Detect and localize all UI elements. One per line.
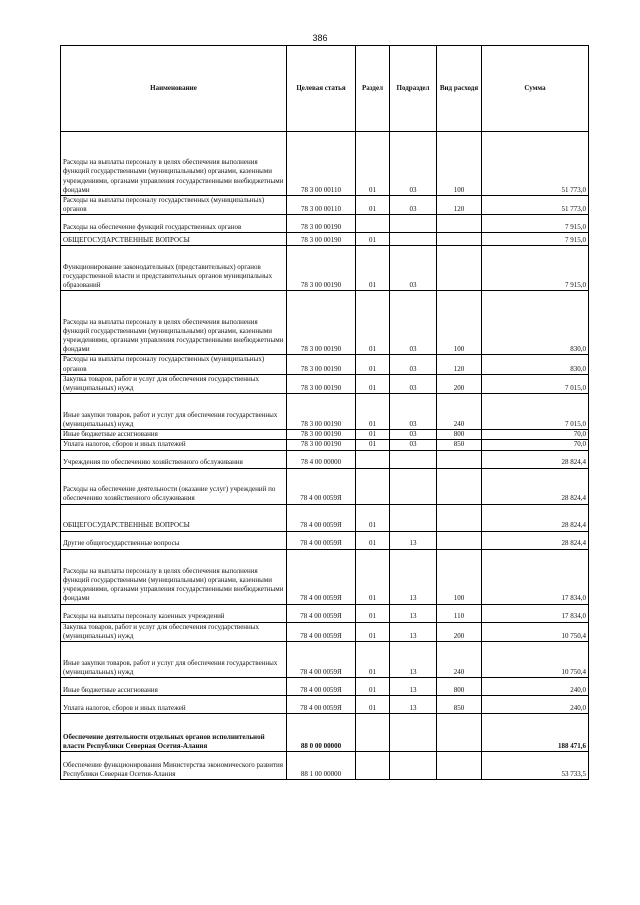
row-sum-cell: 28 824,4 [482, 450, 589, 468]
header-section: Раздел [356, 46, 390, 132]
row-subsection-cell: 13 [390, 531, 437, 549]
table-row [61, 430, 589, 440]
row-section-cell: 01 [356, 394, 390, 430]
row-section-cell: 01 [356, 531, 390, 549]
row-code-cell: 78 4 00 0059Я [287, 504, 356, 531]
page-number: 386 [312, 33, 328, 43]
row-type-cell: 120 [437, 196, 482, 215]
row-subsection-cell [390, 714, 437, 752]
table-row [61, 752, 589, 780]
row-section-cell: 01 [356, 355, 390, 374]
row-section-cell [356, 215, 390, 233]
row-subsection-cell: 03 [390, 246, 437, 291]
row-sum-cell: 51 773,0 [482, 132, 589, 196]
row-sum-cell: 830,0 [482, 291, 589, 355]
row-subsection-cell [390, 215, 437, 233]
row-sum-cell: 240,0 [482, 696, 589, 714]
row-sum-cell: 17 834,0 [482, 604, 589, 622]
row-code-cell: 78 4 00 0059Я [287, 696, 356, 714]
row-sum-cell: 17 834,0 [482, 549, 589, 604]
row-section-cell: 01 [356, 678, 390, 696]
row-type-cell: 200 [437, 374, 482, 393]
row-subsection-cell: 13 [390, 622, 437, 641]
header-name: Наименование [61, 46, 287, 132]
row-code-cell: 78 3 00 00110 [287, 196, 356, 215]
row-subsection-cell: 13 [390, 696, 437, 714]
row-section-cell [356, 714, 390, 752]
table-row [61, 696, 589, 714]
row-sum-cell: 7 015,0 [482, 374, 589, 393]
row-name-cell: Расходы на обеспечение функций государственных органов [61, 215, 287, 233]
row-code-cell: 78 4 00 0059Я [287, 678, 356, 696]
row-type-cell [437, 468, 482, 504]
row-code-cell: 78 3 00 00110 [287, 132, 356, 196]
row-code-cell: 78 3 00 00190 [287, 394, 356, 430]
row-type-cell [437, 233, 482, 246]
row-type-cell: 240 [437, 394, 482, 430]
row-name-cell: Закупка товаров, работ и услуг для обеспечения государственных (муниципальных) нужд [61, 374, 287, 393]
row-sum-cell: 28 824,4 [482, 468, 589, 504]
row-type-cell: 120 [437, 355, 482, 374]
row-name-cell: Уплата налогов, сборов и иных платежей [61, 440, 287, 450]
row-section-cell: 01 [356, 132, 390, 196]
row-code-cell: 78 4 00 0059Я [287, 642, 356, 678]
row-subsection-cell: 03 [390, 132, 437, 196]
row-code-cell: 88 0 00 00000 [287, 714, 356, 752]
row-type-cell: 100 [437, 549, 482, 604]
row-section-cell: 01 [356, 374, 390, 393]
row-code-cell: 88 1 00 00000 [287, 752, 356, 780]
row-code-cell: 78 4 00 0059Я [287, 468, 356, 504]
row-sum-cell: 70,0 [482, 440, 589, 450]
table-row [61, 132, 589, 196]
row-code-cell: 78 4 00 0059Я [287, 549, 356, 604]
row-type-cell [437, 531, 482, 549]
row-type-cell: 110 [437, 604, 482, 622]
header-expense-type: Вид расходя [437, 46, 482, 132]
table-row [61, 531, 589, 549]
row-sum-cell: 10 750,4 [482, 642, 589, 678]
row-subsection-cell: 13 [390, 642, 437, 678]
table-row [61, 440, 589, 450]
row-sum-cell: 28 824,4 [482, 504, 589, 531]
table-row [61, 642, 589, 678]
table-row [61, 355, 589, 374]
header-sum: Сумма [482, 46, 589, 132]
row-code-cell: 78 4 00 00000 [287, 450, 356, 468]
row-sum-cell: 70,0 [482, 430, 589, 440]
table-header-row [61, 46, 589, 132]
row-subsection-cell [390, 468, 437, 504]
table-row [61, 549, 589, 604]
row-name-cell: Расходы на выплаты персоналу в целях обеспечения выполнения функций государственными (муниципальными) органами, казенными учреждениями, органами управления государственными внебюджетными фондами [61, 132, 287, 196]
row-subsection-cell: 13 [390, 604, 437, 622]
row-subsection-cell: 03 [390, 374, 437, 393]
row-subsection-cell [390, 504, 437, 531]
row-code-cell: 78 3 00 00190 [287, 440, 356, 450]
row-section-cell: 01 [356, 696, 390, 714]
table-row [61, 215, 589, 233]
row-code-cell: 78 4 00 0059Я [287, 622, 356, 641]
row-section-cell: 01 [356, 430, 390, 440]
row-subsection-cell: 03 [390, 196, 437, 215]
row-type-cell [437, 752, 482, 780]
row-section-cell [356, 450, 390, 468]
table-row [61, 604, 589, 622]
row-name-cell: Расходы на обеспечение деятельности (оказание услуг) учреждений по обеспечению хозяйственного обслуживания [61, 468, 287, 504]
row-section-cell: 01 [356, 440, 390, 450]
row-section-cell: 01 [356, 233, 390, 246]
row-type-cell: 200 [437, 622, 482, 641]
table-row [61, 622, 589, 641]
row-sum-cell: 830,0 [482, 355, 589, 374]
row-code-cell: 78 3 00 00190 [287, 374, 356, 393]
row-name-cell: Расходы на выплаты персоналу государственных (муниципальных) органов [61, 355, 287, 374]
row-subsection-cell [390, 752, 437, 780]
row-name-cell: Расходы на выплаты персоналу в целях обеспечения выполнения функций государственными (муниципальными) органами, казенными учреждениями, органами управления государственными внебюджетными фондами [61, 549, 287, 604]
row-type-cell: 800 [437, 678, 482, 696]
table-row [61, 714, 589, 752]
row-name-cell: Расходы на выплаты персоналу казенных учреждений [61, 604, 287, 622]
row-name-cell: Иные закупки товаров, работ и услуг для обеспечения государственных (муниципальных) нужд [61, 394, 287, 430]
row-subsection-cell [390, 233, 437, 246]
row-code-cell: 78 3 00 00190 [287, 233, 356, 246]
row-name-cell: Учреждения по обеспечению хозяйственного обслуживания [61, 450, 287, 468]
row-subsection-cell: 13 [390, 678, 437, 696]
row-code-cell: 78 3 00 00190 [287, 215, 356, 233]
row-section-cell: 01 [356, 642, 390, 678]
row-section-cell [356, 752, 390, 780]
row-name-cell: Иные бюджетные ассигнования [61, 430, 287, 440]
table-row [61, 233, 589, 246]
row-sum-cell: 7 915,0 [482, 215, 589, 233]
row-sum-cell: 51 773,0 [482, 196, 589, 215]
row-type-cell: 240 [437, 642, 482, 678]
row-code-cell: 78 3 00 00190 [287, 355, 356, 374]
row-subsection-cell: 03 [390, 394, 437, 430]
row-section-cell [356, 468, 390, 504]
row-name-cell: Расходы на выплаты персоналу государственных (муниципальных) органов [61, 196, 287, 215]
table-row [61, 468, 589, 504]
table-row [61, 291, 589, 355]
row-type-cell: 850 [437, 696, 482, 714]
row-subsection-cell: 03 [390, 355, 437, 374]
row-section-cell: 01 [356, 549, 390, 604]
table-row [61, 196, 589, 215]
header-code: Целевая статья [287, 46, 356, 132]
row-name-cell: Обеспечение деятельности отдельных органов исполнительной власти Республики Северная Осетия-Алания [61, 714, 287, 752]
row-name-cell: Иные бюджетные ассигнования [61, 678, 287, 696]
row-name-cell: Другие общегосударственные вопросы [61, 531, 287, 549]
row-section-cell: 01 [356, 622, 390, 641]
row-sum-cell: 10 750,4 [482, 622, 589, 641]
row-name-cell: Функционирование законодательных (представительных) органов государственной власти и представительных органов муниципальных образований [61, 246, 287, 291]
row-name-cell: Закупка товаров, работ и услуг для обеспечения государственных (муниципальных) нужд [61, 622, 287, 641]
row-type-cell: 100 [437, 291, 482, 355]
row-name-cell: ОБЩЕГОСУДАРСТВЕННЫЕ ВОПРОСЫ [61, 233, 287, 246]
row-type-cell: 800 [437, 430, 482, 440]
table-row [61, 374, 589, 393]
row-name-cell: Расходы на выплаты персоналу в целях обеспечения выполнения функций государственными (муниципальными) органами, казенными учреждениями, органами управления государственными внебюджетными фондами [61, 291, 287, 355]
row-name-cell: Иные закупки товаров, работ и услуг для обеспечения государственных (муниципальных) нужд [61, 642, 287, 678]
row-section-cell: 01 [356, 291, 390, 355]
table-row [61, 450, 589, 468]
table-row [61, 678, 589, 696]
row-subsection-cell: 03 [390, 440, 437, 450]
row-type-cell: 100 [437, 132, 482, 196]
table-row [61, 246, 589, 291]
row-subsection-cell: 03 [390, 291, 437, 355]
row-section-cell: 01 [356, 604, 390, 622]
header-subsection: Подраздел [390, 46, 437, 132]
row-code-cell: 78 3 00 00190 [287, 291, 356, 355]
row-code-cell: 78 3 00 00190 [287, 430, 356, 440]
row-section-cell: 01 [356, 504, 390, 531]
row-sum-cell: 7 015,0 [482, 394, 589, 430]
row-subsection-cell [390, 450, 437, 468]
row-section-cell: 01 [356, 196, 390, 215]
row-sum-cell: 53 733,5 [482, 752, 589, 780]
row-code-cell: 78 3 00 00190 [287, 246, 356, 291]
row-code-cell: 78 4 00 0059Я [287, 531, 356, 549]
row-name-cell: Уплата налогов, сборов и иных платежей [61, 696, 287, 714]
row-type-cell [437, 246, 482, 291]
row-type-cell [437, 504, 482, 531]
row-type-cell: 850 [437, 440, 482, 450]
row-type-cell [437, 215, 482, 233]
table-row [61, 504, 589, 531]
row-subsection-cell: 03 [390, 430, 437, 440]
row-subsection-cell: 13 [390, 549, 437, 604]
row-sum-cell: 188 471,6 [482, 714, 589, 752]
budget-table [60, 45, 589, 780]
row-code-cell: 78 4 00 0059Я [287, 604, 356, 622]
row-type-cell [437, 450, 482, 468]
row-sum-cell: 28 824,4 [482, 531, 589, 549]
row-name-cell: Обеспечение функционирования Министерства экономического развития Республики Северная Осетия-Алания [61, 752, 287, 780]
row-sum-cell: 7 915,0 [482, 246, 589, 291]
row-section-cell: 01 [356, 246, 390, 291]
row-sum-cell: 7 915,0 [482, 233, 589, 246]
row-type-cell [437, 714, 482, 752]
row-name-cell: ОБЩЕГОСУДАРСТВЕННЫЕ ВОПРОСЫ [61, 504, 287, 531]
row-sum-cell: 240,0 [482, 678, 589, 696]
table-row [61, 394, 589, 430]
